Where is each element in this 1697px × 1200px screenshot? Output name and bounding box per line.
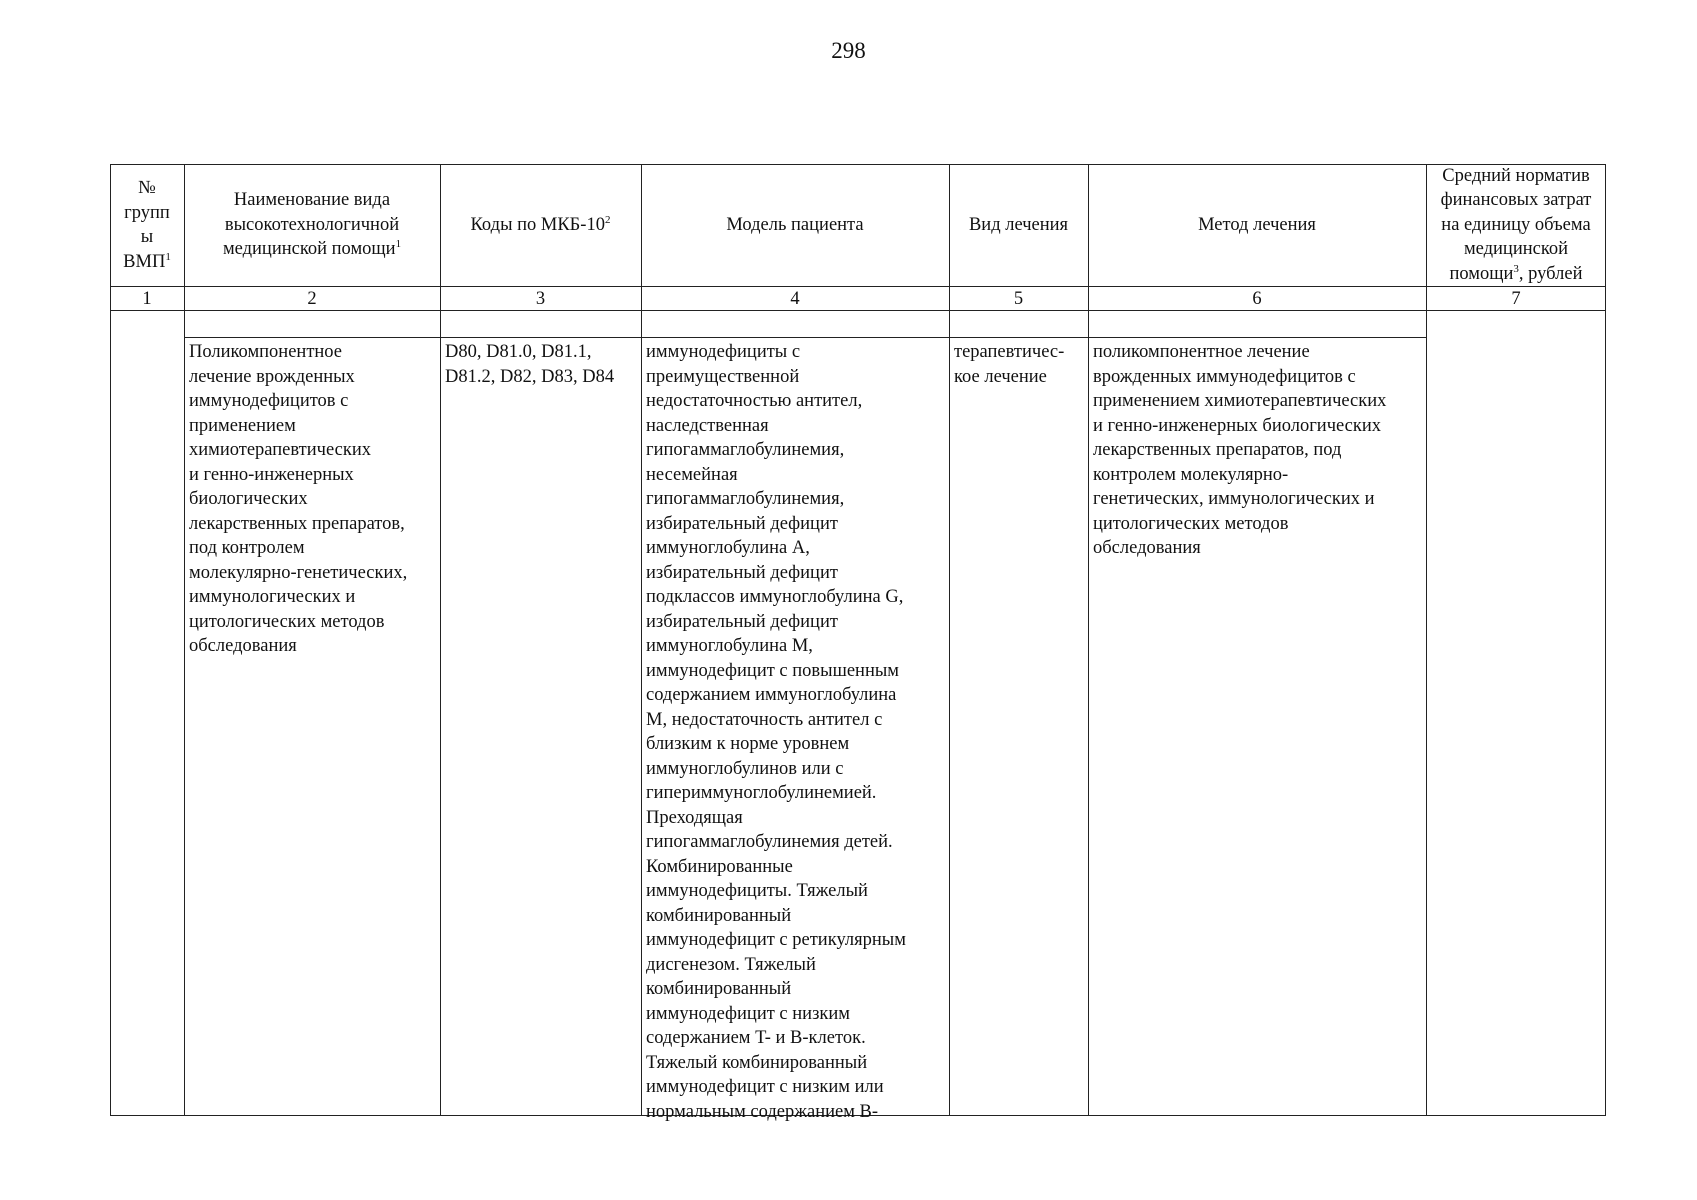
column-number: 2 <box>307 289 317 309</box>
column-number: 7 <box>1511 289 1521 309</box>
header-care-type <box>184 164 440 286</box>
care-type-cell: Поликомпонентное лечение врожденных иммунодефицитов с применением химиотерапевтических и генно-инженерных биологических лекарственных препаратов, под контролем молекулярно-генетических, иммунологических и цитологических методов обследования <box>189 342 408 656</box>
footnote-marker: 2 <box>604 213 611 226</box>
header-icd-codes <box>440 164 641 286</box>
header-care-type-text: Наименование вида высокотехнологичной медицинской помощи <box>222 190 400 260</box>
header-treatment-type <box>949 164 1088 286</box>
header-icd-codes-text: Коды по МКБ-10 <box>470 214 605 235</box>
header-group-number <box>110 164 184 286</box>
header-treatment-type-text: Вид лечения <box>968 214 1069 235</box>
header-patient-model-text: Модель пациента <box>726 214 864 235</box>
column-number: 3 <box>535 289 546 309</box>
icd-codes-cell: D80, D81.0, D81.1, D81.2, D82, D83, D84 <box>445 342 615 387</box>
header-cost-standard-unit: , рублей <box>1518 263 1583 284</box>
row-divider <box>184 337 1427 338</box>
treatment-method-cell: поликомпонентное лечение врожденных иммунодефицитов с применением химиотерапевтических и генно-инженерных биологических лекарственных препаратов, под контролем молекулярно- генетических, иммунологических и цитологических методов обследования <box>1093 342 1387 558</box>
footnote-marker: 3 <box>1513 262 1519 275</box>
treatment-type-cell: терапевтичес- кое лечение <box>954 342 1065 387</box>
header-treatment-method <box>1088 164 1426 286</box>
column-number: 1 <box>142 289 152 309</box>
header-cost-standard-text: Средний норматив финансовых затрат на единицу объема медицинской помощи <box>1440 165 1592 284</box>
column-number: 6 <box>1252 289 1262 309</box>
header-patient-model <box>641 164 949 286</box>
header-treatment-method-text: Метод лечения <box>1198 214 1316 235</box>
header-cost-standard <box>1426 164 1606 286</box>
column-number: 4 <box>790 289 800 309</box>
page-number: 298 <box>831 38 866 63</box>
footnote-marker: 1 <box>165 250 171 263</box>
footnote-marker: 1 <box>395 238 402 251</box>
data-table <box>110 164 1596 1122</box>
column-number: 5 <box>1013 289 1024 309</box>
patient-model-cell: иммунодефициты с преимущественной недостаточностью антител, наследственная гипогаммаглобулинемия, несемейная гипогаммаглобулинемия, избирательный дефицит иммуноглобулина A, избирательный дефицит подклассов иммуноглобулина G, избирательный дефицит иммуноглобулина M, иммунодефицит с повышенным содержанием иммуноглобулина M, недостаточность антител с близким к норме уровнем иммуноглобулинов или с гипериммуноглобулинемией. Преходящая гипогаммаглобулинемия детей. Комбинированные иммунодефициты. Тяжелый комбинированный иммунодефицит с ретикулярным дисгенезом. Тяжелый комбинированный иммунодефицит с низким содержанием T- и B-клеток. Тяжелый комбинированный иммунодефицит с низким или нормальным содержанием B- <box>646 342 906 1122</box>
header-group-number-text: № групп ы ВМП <box>123 178 170 272</box>
